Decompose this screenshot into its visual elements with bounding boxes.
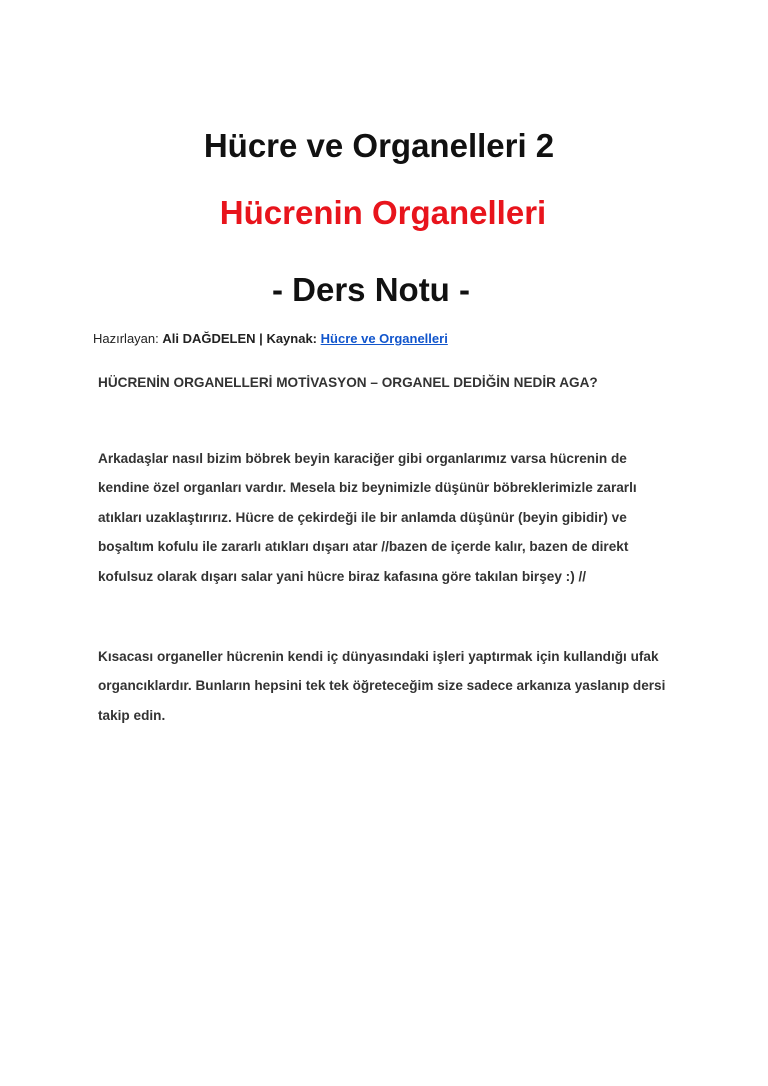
document-title: Hücre ve Organelleri 2 <box>203 127 555 164</box>
lecture-note-label: - Ders Notu - <box>272 271 470 308</box>
byline <box>93 330 448 348</box>
source-label: Kaynak: <box>266 331 318 346</box>
document-subtitle: Hücrenin Organelleri <box>219 194 547 231</box>
prepared-by-label: Hazırlayan: <box>93 331 159 346</box>
author-name: Ali DAĞDELEN <box>162 331 256 346</box>
paragraph-2: Kısacası organeller hücrenin kendi iç dünyasındaki işleri yaptırmak için kullandığı ufak organcıklardır. Bunların hepsini tek tek öğreteceğim size sadece arkanıza yaslanıp dersi takip edin. <box>98 649 666 723</box>
byline-separator: | <box>259 331 263 346</box>
source-link[interactable]: Hücre ve Organelleri <box>320 331 448 346</box>
section-heading: HÜCRENİN ORGANELLERİ MOTİVASYON – ORGANEL DEDİĞİN NEDİR AGA? <box>98 375 598 390</box>
paragraph-1: Arkadaşlar nasıl bizim böbrek beyin karaciğer gibi organlarımız varsa hücrenin de kendine özel organları vardır. Mesela biz beynimizle düşünür böbreklerimizle zararlı atıkları uzaklaştırırız. Hücre de çekirdeği ile bir anlamda düşünür (beyin gibidir) ve boşaltım kofulu ile zararlı atıkları dışarı atar //bazen de içerde kalır, bazen de direkt kofulsuz olarak dışarı salar yani hücre biraz kafasına göre takılan birşey :) // <box>98 451 637 584</box>
